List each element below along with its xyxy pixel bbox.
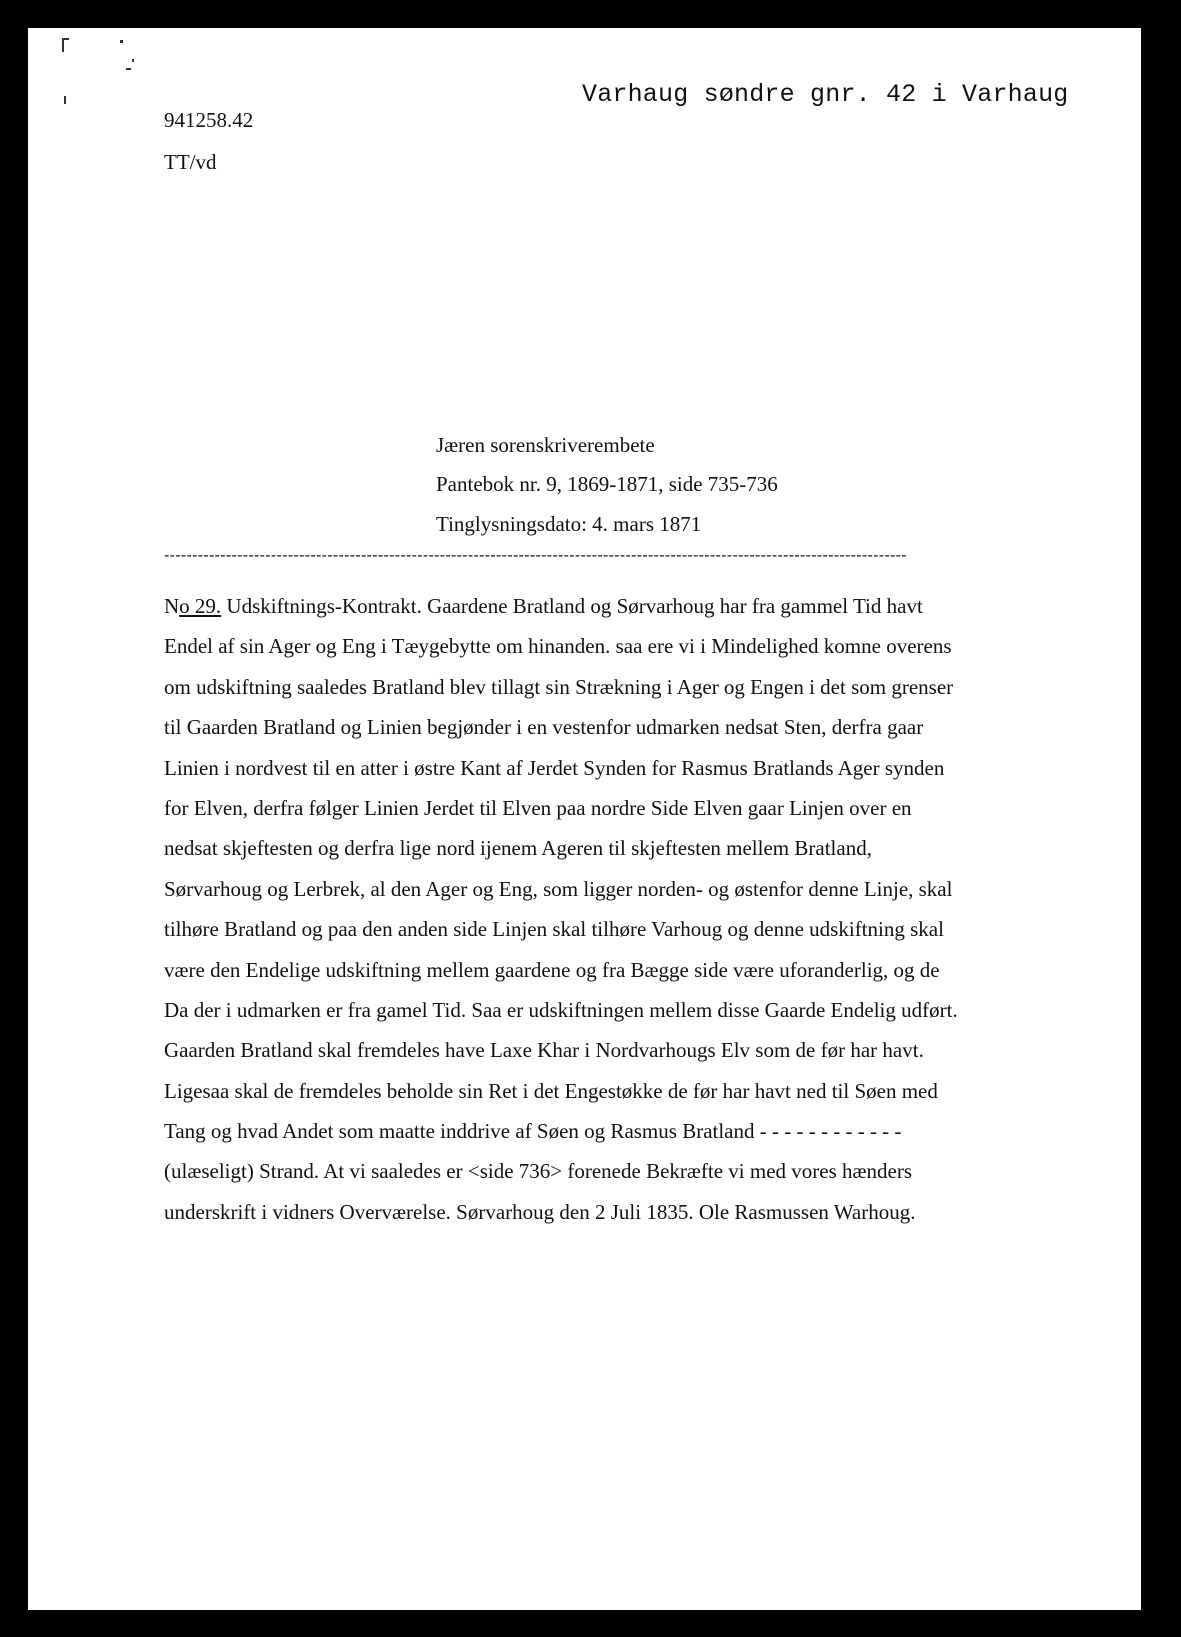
scan-artifact: [132, 59, 134, 62]
entry-title: Udskiftnings-Kontrakt. Gaardene Bratland og Sørvarhoug har fra gammel Tid havt: [221, 594, 923, 618]
transcription-body: [164, 586, 1044, 1232]
text-line: tilhøre Bratland og paa den anden side Linjen skal tilhøre Varhoug og denne udskiftning skal: [164, 917, 944, 942]
text-line: være den Endelige udskiftning mellem gaardene og fra Bægge side være uforanderlig, og de: [164, 957, 940, 982]
entry-number: o 29.: [179, 594, 222, 618]
scan-artifact: [62, 38, 64, 52]
text-line: underskrift i vidners Overværelse. Sørvarhoug den 2 Juli 1835. Ole Rasmussen Warhoug.: [164, 1199, 916, 1224]
text-line: Ligesaa skal de fremdeles beholde sin Ret i det Engestøkke de før har havt ned til Søen med: [164, 1078, 938, 1103]
scan-artifact: [120, 40, 123, 43]
text-line: [164, 586, 1044, 626]
reference-id: 941258.42: [164, 108, 254, 132]
text-line: Gaarden Bratland skal fremdeles have Laxe Khar i Nordvarhougs Elv som de før har havt.: [164, 1038, 924, 1063]
document-page: [28, 28, 1141, 1610]
text-line: Da der i udmarken er fra gamel Tid. Saa er udskiftningen mellem disse Gaarde Endelig udført.: [164, 997, 958, 1022]
text-line: om udskiftning saaledes Bratland blev tillagt sin Strækning i Ager og Engen i det som grenser: [164, 674, 954, 699]
text-line: til Gaarden Bratland og Linien begjønder i en vestenfor udmarken nedsat Sten, derfra gaar: [164, 715, 924, 740]
text-line: (ulæseligt) Strand. At vi saaledes er <side 736> forenede Bekræfte vi med vores hænders: [164, 1159, 913, 1184]
text-line: for Elven, derfra følger Linien Jerdet til Elven paa nordre Side Elven gaar Linjen over en: [164, 795, 912, 820]
property-header: Varhaug søndre gnr. 42 i Varhaug: [582, 80, 1069, 109]
source-book: Pantebok nr. 9, 1869-1871, side 735-736: [436, 472, 778, 496]
text-line: Tang og hvad Andet som maatte inddrive af Søen og Rasmus Bratland - - - - - - - - - - - -: [164, 1119, 902, 1144]
reference-initials: TT/vd: [164, 150, 217, 174]
registration-date: Tinglysningsdato: 4. mars 1871: [436, 512, 702, 536]
scan-artifact: [126, 68, 131, 70]
separator-line: ------------------------------------------------------------------------------------------------------------------------------------: [164, 547, 907, 564]
entry-number-prefix: N: [164, 594, 180, 618]
text-line: Sørvarhoug og Lerbrek, al den Ager og Eng, som ligger norden- og østenfor denne Linje, skal: [164, 876, 953, 901]
scan-artifact: [64, 38, 69, 40]
source-office: Jæren sorenskriverembete: [436, 433, 655, 457]
text-line: Endel af sin Ager og Eng i Tæygebytte om hinanden. saa ere vi i Mindelighed komne overens: [164, 634, 952, 659]
text-line: nedsat skjeftesten og derfra lige nord ijenem Ageren til skjeftesten mellem Bratland,: [164, 836, 872, 861]
text-line: Linien i nordvest til en atter i østre Kant af Jerdet Synden for Rasmus Bratlands Ager synden: [164, 755, 945, 780]
scan-artifact: [64, 96, 66, 104]
